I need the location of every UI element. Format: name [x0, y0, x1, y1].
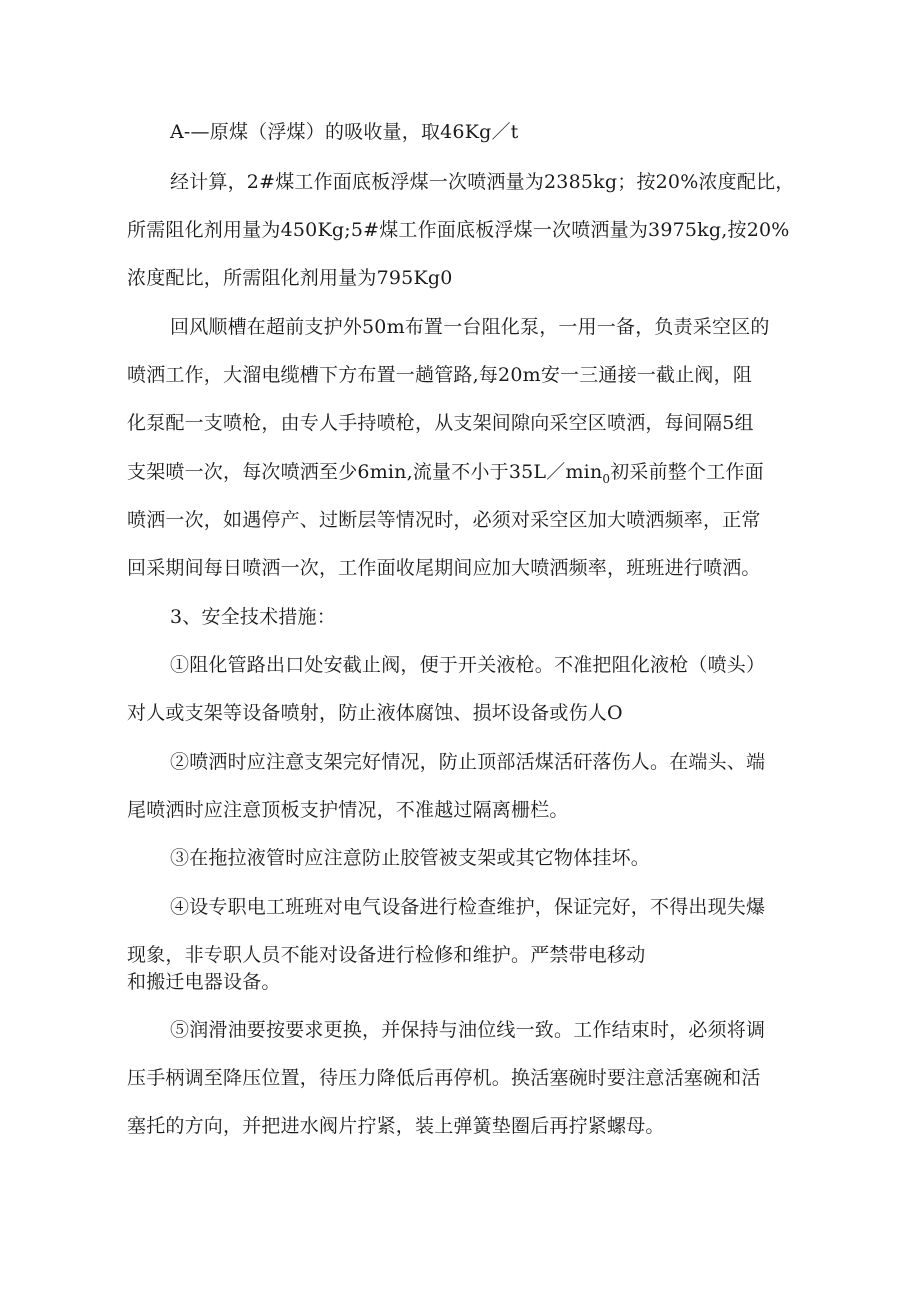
formula-note: A-—原煤（浮煤）的吸收量，取46Kg／t: [170, 121, 519, 143]
pump-paragraph-line-5: 喷洒一次，如遇停产、过断层等情况时，必须对采空区加大喷洒频率，正常: [127, 509, 761, 531]
pump-paragraph-line-6: 回采期间每日喷洒一次，工作面收尾期间应加大喷洒频率，班班进行喷洒。: [127, 557, 761, 579]
pump-line-4-text-a: 支架喷一次，每次喷洒至少6min,流量不小于35L／min: [127, 461, 603, 483]
pump-line-4-subscript: 0: [602, 471, 611, 486]
item-4-line-1: ④设专职电工班班对电气设备进行检查维护，保证完好，不得出现失爆: [170, 896, 766, 918]
item-5-line-1: ⑤润滑油要按要求更换，并保持与油位线一致。工作结束时，必须将调: [170, 1019, 766, 1041]
pump-paragraph-line-1: 回风顺槽在超前支护外50m布置一台阻化泵，一用一备，负责采空区的: [170, 316, 770, 338]
calc-paragraph-line-2: 所需阻化剂用量为450Kg;5#煤工作面底板浮煤一次喷洒量为3975kg,按20%: [127, 219, 790, 241]
item-5-line-3: 塞托的方向，并把进水阀片拧紧，装上弹簧垫圈后再拧紧螺母。: [127, 1115, 665, 1137]
item-2-line-1: ②喷洒时应注意支架完好情况，防止顶部活煤活矸落伤人。在端头、端: [170, 751, 766, 773]
item-1-line-2: 对人或支架等设备喷射，防止液体腐蚀、损坏设备或伤人O: [127, 702, 623, 724]
item-2-line-2: 尾喷洒时应注意顶板支护情况，不准越过隔离栅栏。: [127, 799, 569, 821]
pump-paragraph-line-2: 喷洒工作，大溜电缆槽下方布置一趟管路,每20m安一三通接一截止阀，阻: [127, 364, 753, 386]
item-4-line-3: 和搬迁电器设备。: [127, 971, 281, 993]
calc-paragraph-line-3: 浓度配比，所需阻化剂用量为795Kg0: [127, 267, 453, 289]
section-heading: 3、安全技术措施：: [170, 606, 336, 628]
calc-paragraph-line-1: 经计算，2#煤工作面底板浮煤一次喷洒量为2385kg；按20%浓度配比，: [170, 171, 795, 193]
pump-paragraph-line-4: [127, 460, 764, 491]
pump-paragraph-line-3: 化泵配一支喷枪，由专人手持喷枪，从支架间隙向采空区喷洒，每间隔5组: [127, 412, 754, 434]
item-3-line-1: ③在拖拉液管时应注意防止胶管被支架或其它物体挂坏。: [170, 847, 651, 869]
item-1-line-1: ①阻化管路出口处安截止阀，便于开关液枪。不准把阻化液枪（喷头）: [170, 654, 766, 676]
item-4-line-2: 现象，非专职人员不能对设备进行检修和维护。严禁带电移动: [127, 944, 646, 966]
pump-line-4-text-b: 初采前整个工作面: [610, 461, 764, 483]
item-5-line-2: 压手柄调至降压位置，待压力降低后再停机。换活塞碗时要注意活塞碗和活: [127, 1067, 761, 1089]
